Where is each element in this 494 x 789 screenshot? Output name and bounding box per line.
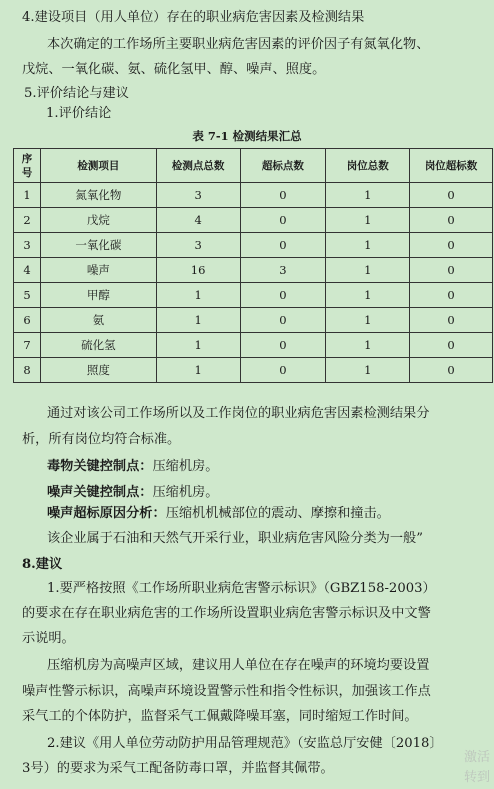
table-row: [14, 333, 493, 358]
cell-positions: 1: [326, 233, 410, 258]
header-exceed-positions: 岗位超标数: [410, 149, 493, 183]
cell-positions: 1: [326, 183, 410, 208]
section4-heading: 4.建设项目（用人单位）存在的职业病危害因素及检测结果: [22, 10, 365, 25]
header-item: 检测项目: [40, 149, 156, 183]
cell-points: 1: [156, 358, 240, 383]
header-index: 序号: [14, 149, 41, 183]
header-exceed-points: 超标点数: [240, 149, 326, 183]
cell-exceed-points: 0: [240, 183, 326, 208]
cell-index: 7: [14, 333, 41, 358]
cell-exceed-positions: 0: [410, 183, 493, 208]
cell-exceed-points: 0: [240, 308, 326, 333]
cell-exceed-positions: 0: [410, 233, 493, 258]
toxic-value: 压缩机房。: [152, 459, 219, 474]
cell-points: 3: [156, 233, 240, 258]
cell-index: 5: [14, 283, 41, 308]
cell-points: 3: [156, 183, 240, 208]
cell-points: 16: [156, 258, 240, 283]
advice-item1-line3: 示说明。: [22, 631, 75, 646]
noise-label: 噪声关键控制点：: [47, 485, 153, 500]
cell-points: 1: [156, 283, 240, 308]
table-row: [14, 208, 493, 233]
cell-item: 甲醇: [40, 283, 156, 308]
table-caption: 表 7-1 检测结果汇总: [192, 129, 302, 143]
section5-sub1: 1.评价结论: [46, 106, 112, 121]
conclusion-p1-line2: 析，所有岗位均符合标准。: [22, 432, 181, 447]
cell-index: 3: [14, 233, 41, 258]
advice-item1-line1: 1.要严格按照《工作场所职业病危害警示标识》（GBZ158-2003）: [47, 581, 436, 596]
cell-exceed-positions: 0: [410, 283, 493, 308]
header-points: 检测点总数: [156, 149, 240, 183]
cell-positions: 1: [326, 308, 410, 333]
cell-points: 1: [156, 333, 240, 358]
table-row: [14, 258, 493, 283]
cell-item: 戊烷: [40, 208, 156, 233]
noise-value: 压缩机房。: [152, 485, 219, 500]
cause-label: 噪声超标原因分析：: [47, 506, 166, 521]
cell-index: 2: [14, 208, 41, 233]
cell-positions: 1: [326, 333, 410, 358]
cell-exceed-points: 3: [240, 258, 326, 283]
cell-index: 1: [14, 183, 41, 208]
toxic-label: 毒物关键控制点：: [47, 459, 153, 474]
cell-exceed-points: 0: [240, 283, 326, 308]
table-header-row: [14, 149, 493, 183]
cell-index: 4: [14, 258, 41, 283]
cell-points: 1: [156, 308, 240, 333]
cell-item: 照度: [40, 358, 156, 383]
watermark-line1: 激活: [463, 750, 490, 765]
cell-item: 氨: [40, 308, 156, 333]
watermark-line2: 转到: [463, 770, 490, 785]
table-row: [14, 308, 493, 333]
cell-item: 一氧化碳: [40, 233, 156, 258]
cell-positions: 1: [326, 208, 410, 233]
cell-item: 噪声: [40, 258, 156, 283]
cell-positions: 1: [326, 358, 410, 383]
advice-p2-line1: 压缩机房为高噪声区域，建议用人单位在存在噪声的环境均要设置: [47, 658, 430, 673]
cell-exceed-positions: 0: [410, 258, 493, 283]
cell-exceed-positions: 0: [410, 358, 493, 383]
table-row: [14, 283, 493, 308]
advice-item2-line1: 2.建议《用人单位劳动防护用品管理规范》（安监总厅安健〔2018〕: [47, 736, 443, 751]
advice-p2-line3: 采气工的个体防护，监督采气工佩戴降噪耳塞，同时缩短工作时间。: [22, 709, 418, 724]
cell-exceed-positions: 0: [410, 333, 493, 358]
cause-value: 压缩机机械部位的震动、摩擦和撞击。: [165, 506, 390, 521]
noise-cause: [47, 504, 390, 524]
cell-exceed-points: 0: [240, 208, 326, 233]
cell-exceed-points: 0: [240, 333, 326, 358]
advice-p2-line2: 噪声性警示标识，高噪声环境设置警示性和指令性标识，加强该工作点: [22, 684, 431, 699]
noise-control-point: [47, 483, 218, 503]
table-row: [14, 358, 493, 383]
toxic-control-point: [47, 457, 218, 477]
advice-item1-line2: 的要求在存在职业病危害的工作场所设置职业病危害警示标识及中文警: [22, 606, 431, 621]
advice-item2-line2: 3号）的要求为采气工配备防毒口罩，并监督其佩带。: [22, 761, 334, 776]
cell-points: 4: [156, 208, 240, 233]
risk-classification: 该企业属于石油和天然气开采行业，职业病危害风险分类为一般”: [47, 531, 423, 546]
section4-line1: 本次确定的工作场所主要职业病危害因素的评价因子有氮氧化物、: [47, 37, 430, 52]
conclusion-p1-line1: 通过对该公司工作场所以及工作岗位的职业病危害因素检测结果分: [47, 406, 430, 421]
table-row: [14, 183, 493, 208]
cell-index: 8: [14, 358, 41, 383]
section5-heading: 5.评价结论与建议: [24, 86, 129, 101]
cell-positions: 1: [326, 258, 410, 283]
cell-positions: 1: [326, 283, 410, 308]
cell-item: 硫化氢: [40, 333, 156, 358]
section4-line2: 戊烷、一氧化碳、氨、硫化氢甲、醇、噪声、照度。: [22, 62, 326, 77]
cell-item: 氮氧化物: [40, 183, 156, 208]
cell-index: 6: [14, 308, 41, 333]
header-positions: 岗位总数: [326, 149, 410, 183]
cell-exceed-positions: 0: [410, 308, 493, 333]
cell-exceed-points: 0: [240, 233, 326, 258]
cell-exceed-points: 0: [240, 358, 326, 383]
results-table: [13, 148, 493, 383]
section8-heading: 8.建议: [22, 557, 63, 572]
table-row: [14, 233, 493, 258]
cell-exceed-positions: 0: [410, 208, 493, 233]
